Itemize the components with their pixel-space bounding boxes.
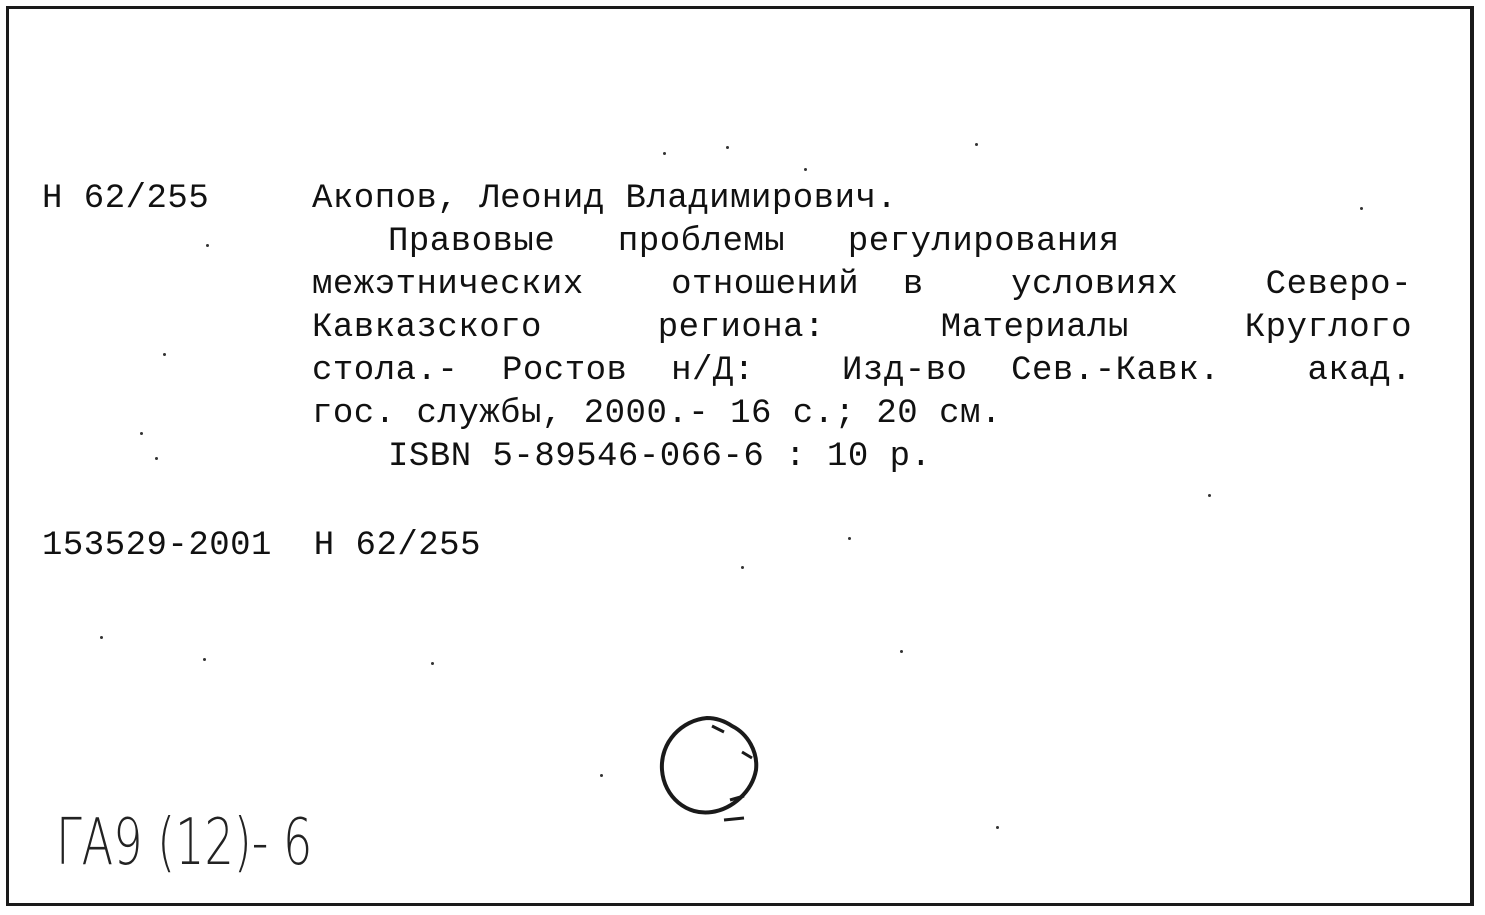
speck (741, 566, 744, 569)
speck (600, 774, 603, 777)
title-line-1: Правовые проблемы регулирования (388, 223, 1120, 261)
title-line-5: гос. службы, 2000.- 16 с.; 20 см. (312, 395, 1002, 433)
speck (100, 636, 103, 639)
author-heading: Акопов, Леонид Владимирович. (312, 180, 898, 218)
speck (203, 658, 206, 661)
speck (140, 432, 143, 435)
speck (1360, 207, 1363, 210)
speck (848, 537, 851, 540)
speck (431, 662, 434, 665)
hole-punch-mark (652, 712, 762, 824)
speck (155, 457, 158, 460)
speck (996, 826, 999, 829)
speck (804, 168, 807, 171)
speck (206, 244, 209, 247)
speck (1208, 494, 1211, 497)
accession-number: 153529-2001 Н 62/255 (42, 527, 481, 565)
speck (975, 143, 978, 146)
call-number: Н 62/255 (42, 180, 210, 218)
speck (900, 650, 903, 653)
title-line-2: межэтнических отношений в условиях Северо- (312, 266, 1412, 304)
title-line-3: Кавказского региона: Материалы Круглого (312, 309, 1412, 347)
title-line-4: стола.- Ростов н/Д: Изд-во Сев.-Кавк. акад. (312, 352, 1412, 390)
handwritten-note: ГА9 (12)- 6 (56, 806, 313, 880)
speck (726, 146, 729, 149)
isbn-price: ISBN 5-89546-066-6 : 10 р. (388, 438, 932, 476)
speck (663, 152, 666, 155)
speck (163, 353, 166, 356)
